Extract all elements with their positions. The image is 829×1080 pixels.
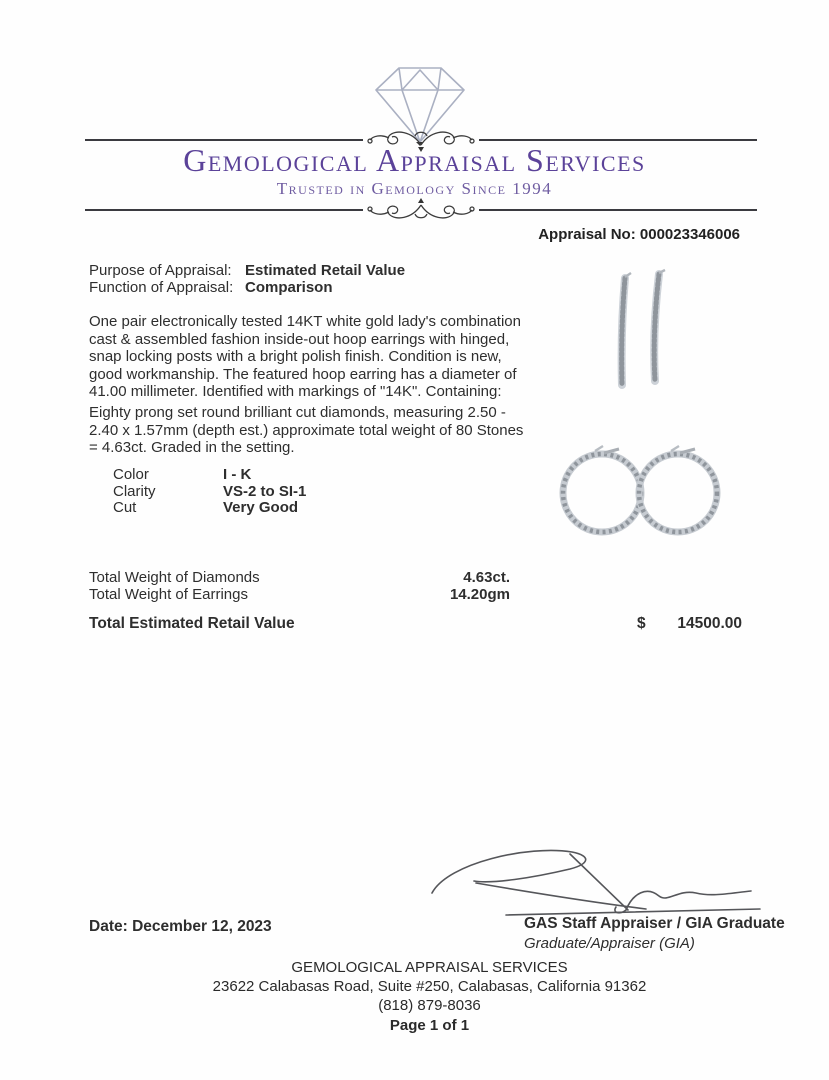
rule-line [479,209,757,211]
containing-line: 2.40 x 1.57mm (depth est.) approximate total weight of 80 Stones [89,421,524,439]
description-line: cast & assembled fashion inside-out hoop earrings with hinged, [89,330,510,348]
appraisal-number-value: 000023346006 [639,226,740,243]
grading-value: I - K [223,466,252,483]
total-weight-diamonds-label: Total Weight of Diamonds [89,569,260,586]
date-value: December 12, 2023 [132,918,272,935]
footer-company: GEMOLOGICAL APPRAISAL SERVICES [291,959,568,976]
description-line: One pair electronically tested 14KT white gold lady's combination [89,313,521,330]
grading-row [113,484,306,501]
retail-value-label: Total Estimated Retail Value [89,615,295,632]
header-rule-bottom [85,196,757,224]
footer [30,958,829,1035]
function-row [89,279,333,296]
total-weight-earrings-label: Total Weight of Earrings [89,586,248,603]
purpose-label: Purpose of Appraisal: [89,262,232,279]
containing-line: = 4.63ct. Graded in the setting. [89,439,295,457]
appraisal-number-label: Appraisal No: [538,226,636,243]
containing-description [89,404,579,457]
containing-line: Eighty prong set round brilliant cut diamonds, measuring 2.50 - [89,404,506,421]
purpose-value: Estimated Retail Value [245,262,406,279]
appraiser-block [524,915,785,952]
grading-label: Cut [113,499,137,516]
appraiser-title: GAS Staff Appraiser / GIA Graduate [524,915,785,932]
appraisal-number [538,226,740,243]
earrings-front-view-photo [557,436,727,542]
brand-name: Gemological Appraisal Services [183,142,646,178]
grading-value: VS-2 to SI-1 [223,482,307,500]
appraisal-date [89,918,272,936]
rule-line [479,139,757,141]
purpose-row [89,262,405,279]
rule-line [85,139,363,141]
function-label: Function of Appraisal: [89,279,234,296]
scroll-flourish-icon [365,196,477,224]
earrings-side-view-photo [594,268,690,394]
date-label: Date: [89,918,128,935]
appraiser-credential: Graduate/Appraiser (GIA) [524,935,695,952]
description-line: good workmanship. The featured hoop earring has a diameter of [89,365,517,383]
description-line: snap locking posts with a bright polish finish. Condition is new, [89,348,502,366]
function-value: Comparison [245,279,333,296]
grading-row [113,500,306,517]
grading-row [113,467,306,484]
retail-value [637,615,742,633]
handwritten-signature [420,843,766,917]
total-weight-diamonds-value: 4.63ct. [463,569,510,586]
grading-label: Clarity [113,482,156,500]
brand-tagline: Trusted in Gemology Since 1994 [276,179,553,198]
footer-address: 23622 Calabasas Road, Suite #250, Calabasas, California 91362 [212,978,647,995]
page-number: Page 1 of 1 [389,1017,470,1034]
rule-line [85,209,363,211]
retail-value-amount: 14500.00 [677,615,742,632]
grading-table [113,467,306,517]
grading-value: Very Good [223,499,299,516]
description-line: 41.00 millimeter. Identified with markings of "14K". Containing: [89,383,502,401]
item-description [89,313,579,401]
total-weight-earrings-value: 14.20gm [449,586,510,603]
footer-phone: (818) 879-8036 [378,997,481,1014]
currency-symbol: $ [637,615,646,632]
grading-label: Color [113,466,149,483]
